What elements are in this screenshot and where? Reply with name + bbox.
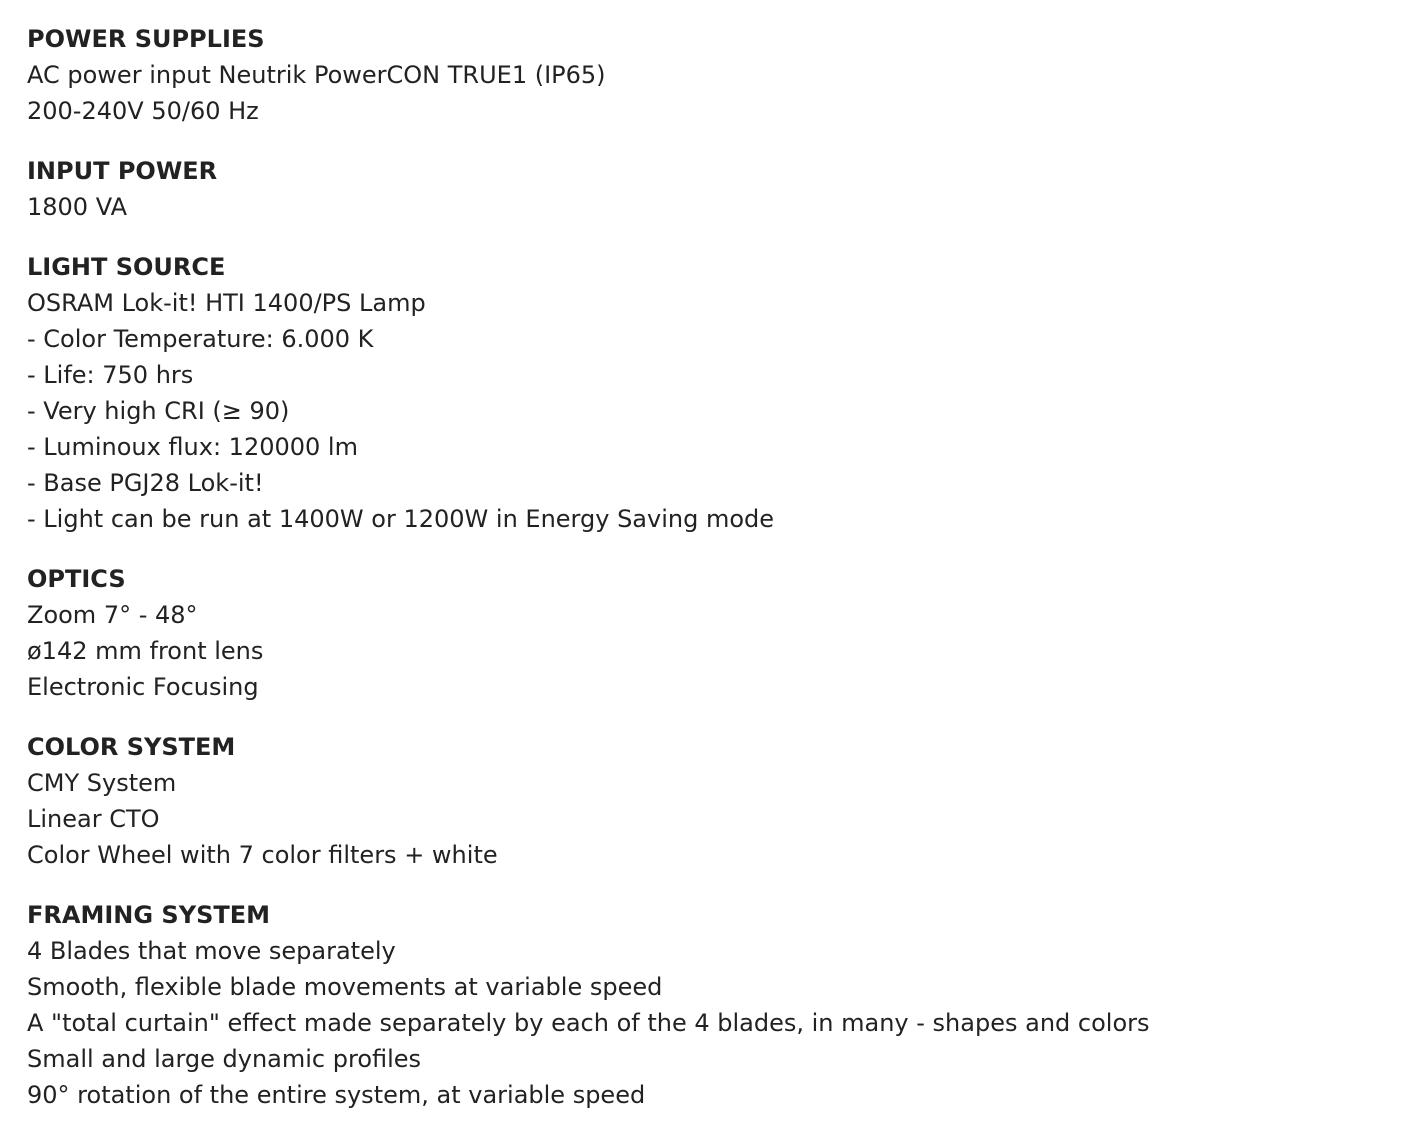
section-title: FRAMING SYSTEM [27, 901, 270, 929]
spec-line: 4 Blades that move separately [27, 937, 396, 965]
spec-line: - Color Temperature: 6.000 K [27, 325, 374, 353]
spec-line: Electronic Focusing [27, 673, 259, 701]
spec-line: Small and large dynamic profiles [27, 1045, 422, 1073]
spec-line: OSRAM Lok-it! HTI 1400/PS Lamp [27, 289, 426, 317]
spec-line: Zoom 7° - 48° [27, 601, 198, 629]
section-title: INPUT POWER [27, 157, 218, 185]
spec-line: A "total curtain" effect made separately by each of the 4 blades, in many - shapes and colors [27, 1009, 1150, 1037]
section-title: LIGHT SOURCE [27, 253, 226, 281]
spec-line: 1800 VA [27, 193, 128, 221]
section-title: OPTICS [27, 565, 126, 593]
spec-line: AC power input Neutrik PowerCON TRUE1 (IP65) [27, 61, 606, 89]
spec-line: - Very high CRI (≥ 90) [27, 397, 290, 425]
section-framing-system [27, 897, 1387, 1113]
spec-line: - Luminoux flux: 120000 lm [27, 433, 358, 461]
spec-line: - Base PGJ28 Lok-it! [27, 469, 264, 497]
spec-line: 90° rotation of the entire system, at variable speed [27, 1081, 646, 1109]
section-input-power [27, 153, 1387, 225]
spec-line: Linear CTO [27, 805, 160, 833]
spec-line: Smooth, flexible blade movements at variable speed [27, 973, 663, 1001]
section-title: COLOR SYSTEM [27, 733, 236, 761]
section-power-supplies [27, 21, 1387, 129]
section-light-source [27, 249, 1387, 537]
section-optics [27, 561, 1387, 705]
spec-line: - Life: 750 hrs [27, 361, 194, 389]
spec-line: - Light can be run at 1400W or 1200W in Energy Saving mode [27, 505, 775, 533]
spec-list [27, 21, 1387, 1137]
spec-line: 200-240V 50/60 Hz [27, 97, 259, 125]
section-color-system [27, 729, 1387, 873]
section-title: POWER SUPPLIES [27, 25, 265, 53]
spec-line: ø142 mm front lens [27, 637, 264, 665]
spec-line: CMY System [27, 769, 177, 797]
spec-line: Color Wheel with 7 color filters + white [27, 841, 498, 869]
